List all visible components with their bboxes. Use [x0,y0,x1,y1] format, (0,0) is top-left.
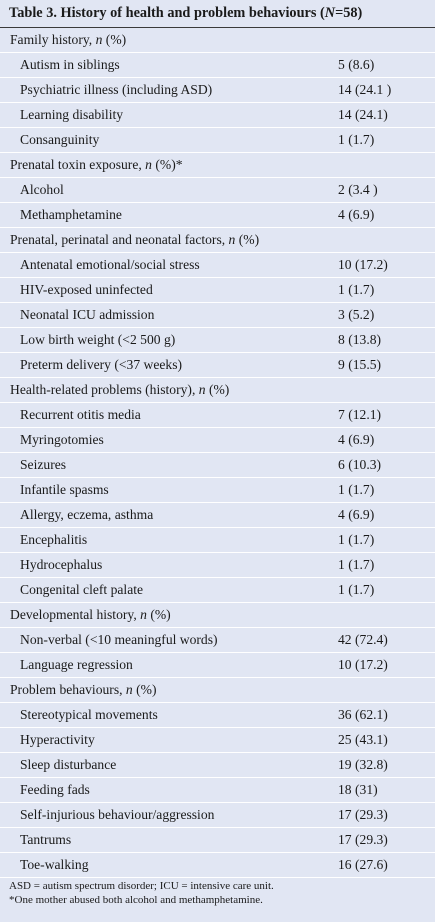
table-row [0,578,435,603]
label-text: Congenital cleft palate [20,582,144,597]
section-label [10,153,183,177]
label-text: Myringotomies [20,432,104,447]
row-label [20,778,90,802]
table-section-header [0,153,435,178]
table-row [0,653,435,678]
table-row [0,478,435,503]
label-text: Toe-walking [20,857,89,872]
label-text: Infantile spasms [20,482,109,497]
row-value: 17 (29.3) [338,807,388,822]
row-label [20,803,214,827]
label-text: Alcohol [20,182,64,197]
row-label [20,253,200,277]
row-value: 1 (1.7) [338,557,375,572]
section-label [10,228,259,252]
row-label [20,353,182,377]
row-label [20,478,109,502]
table-row [0,403,435,428]
label-text: Allergy, eczema, asthma [20,507,154,522]
label-italic-n: n [228,232,236,247]
label-tail: (%) [146,607,171,622]
row-value: 25 (43.1) [338,732,388,747]
footnote-asterisk: *One mother abused both alcohol and methamphetamine. [9,894,263,906]
row-value: 4 (6.9) [338,432,375,447]
row-label [20,628,218,652]
row-value: 16 (27.6) [338,857,388,872]
label-text: Self-injurious behaviour/aggression [20,807,215,822]
label-italic-n: n [198,382,206,397]
table-row [0,253,435,278]
row-value: 7 (12.1) [338,407,382,422]
table-row [0,528,435,553]
row-value: 19 (32.8) [338,757,388,772]
label-italic-n: n [140,607,147,622]
row-value: 1 (1.7) [338,582,375,597]
table-row [0,203,435,228]
table-row [0,328,435,353]
table-title [0,0,435,28]
table-row [0,828,435,853]
label-tail: (%) [205,382,230,397]
label-text: Sleep disturbance [20,757,117,772]
label-text: Language regression [20,657,133,672]
row-label [20,578,143,602]
row-value: 17 (29.3) [338,832,388,847]
row-label [20,128,99,152]
row-label [20,553,102,577]
table-row [0,428,435,453]
table-row [0,503,435,528]
table-row [0,103,435,128]
section-label [10,603,171,627]
table-row [0,803,435,828]
row-value: 9 (15.5) [338,357,382,372]
label-text: Learning disability [20,107,124,122]
table-title-n-value: =58) [335,5,363,21]
row-label [20,653,133,677]
row-value: 42 (72.4) [338,632,388,647]
row-value: 14 (24.1 ) [338,82,392,97]
row-value: 3 (5.2) [338,307,375,322]
section-label [10,378,229,402]
row-value: 18 (31) [338,782,378,797]
table-row [0,278,435,303]
row-label [20,453,66,477]
row-label [20,203,122,227]
row-value: 5 (8.6) [338,57,375,72]
table-row [0,53,435,78]
label-text: Preterm delivery (<37 weeks) [20,357,183,372]
row-label [20,828,71,852]
table-row [0,353,435,378]
label-tail: (%) [132,682,157,697]
label-text: Hyperactivity [20,732,95,747]
row-value: 4 (6.9) [338,507,375,522]
table-row [0,553,435,578]
section-label [10,678,156,702]
label-text: Prenatal toxin exposure, [10,157,146,172]
row-label [20,428,104,452]
label-italic-n: n [95,32,103,47]
row-label [20,503,153,527]
table-body [0,28,435,878]
label-text: Antenatal emotional/social stress [20,257,200,272]
row-label [20,53,120,77]
label-text: Health-related problems (history), [10,382,199,397]
label-text: Methamphetamine [20,207,122,222]
table-row [0,303,435,328]
label-text: Tantrums [20,832,72,847]
table-title-text: Table 3. History of health and problem behaviours ( [9,5,325,21]
row-label [20,278,153,302]
row-label [20,703,158,727]
row-value: 4 (6.9) [338,207,375,222]
label-text: Seizures [20,457,67,472]
label-italic-n: n [145,157,152,172]
table-row [0,628,435,653]
row-value: 1 (1.7) [338,132,375,147]
row-value: 10 (17.2) [338,657,388,672]
table-section-header [0,28,435,53]
row-value: 1 (1.7) [338,282,375,297]
row-label [20,78,212,102]
label-text: Non-verbal (<10 meaningful words) [20,632,218,647]
row-value: 8 (13.8) [338,332,382,347]
label-text: Family history, [10,32,96,47]
label-text: Developmental history, [10,607,141,622]
label-text: HIV-exposed uninfected [20,282,153,297]
label-text: Psychiatric illness (including ASD) [20,82,213,97]
row-label [20,103,123,127]
label-text: Autism in siblings [20,57,120,72]
table-section-header [0,603,435,628]
section-label [10,28,126,52]
table-section-header [0,228,435,253]
footnote-abbreviations: ASD = autism spectrum disorder; ICU = intensive care unit. [9,880,274,892]
row-value: 10 (17.2) [338,257,388,272]
table-row [0,78,435,103]
row-value: 6 (10.3) [338,457,382,472]
label-text: Problem behaviours, [10,682,126,697]
label-text: Recurrent otitis media [20,407,141,422]
table-section-header [0,678,435,703]
label-text: Stereotypical movements [20,707,158,722]
table-row [0,178,435,203]
label-tail: (%)* [151,157,183,172]
row-label [20,328,175,352]
row-value: 36 (62.1) [338,707,388,722]
table-row [0,728,435,753]
row-label [20,853,89,877]
row-value: 1 (1.7) [338,482,375,497]
row-label [20,728,95,752]
label-text: Encephalitis [20,532,88,547]
label-tail: (%) [102,32,127,47]
label-text: Feeding fads [20,782,90,797]
label-text: Hydrocephalus [20,557,103,572]
table-row [0,753,435,778]
table-row [0,703,435,728]
label-text: Consanguinity [20,132,100,147]
table-section-header [0,378,435,403]
table-row [0,778,435,803]
row-label [20,528,87,552]
table-title-n-symbol: N [324,5,336,21]
row-value: 1 (1.7) [338,532,375,547]
row-label [20,753,116,777]
table-row [0,128,435,153]
table-row [0,453,435,478]
label-italic-n: n [125,682,133,697]
label-text: Neonatal ICU admission [20,307,155,322]
label-text: Low birth weight (<2 500 g) [20,332,176,347]
table-footnotes [9,879,274,907]
row-label [20,178,64,202]
row-value: 14 (24.1) [338,107,388,122]
table-row [0,853,435,878]
row-label [20,403,141,427]
row-value: 2 (3.4 ) [338,182,378,197]
row-label [20,303,154,327]
label-text: Prenatal, perinatal and neonatal factors, [10,232,229,247]
label-tail: (%) [235,232,260,247]
